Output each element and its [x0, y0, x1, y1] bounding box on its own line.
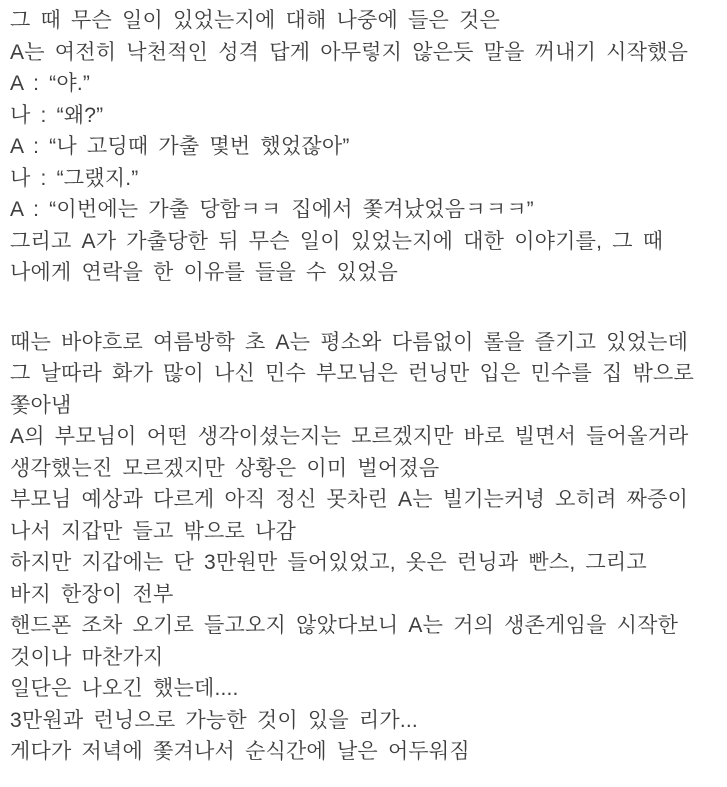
text-line: 나에게 연락을 한 이유를 들을 수 있었음: [10, 261, 398, 284]
paragraph-2: [10, 327, 719, 768]
text-line: A는 여전히 낙천적인 성격 답게 아무렇지 않은듯 말을 꺼내기 시작했음: [10, 40, 689, 64]
text-line: 그 때 무슨 일이 있었는지에 대해 나중에 들은 것은: [10, 9, 500, 32]
text-line: 나서 지갑만 들고 밖으로 나감: [10, 519, 296, 543]
text-line: 것이나 마찬가지: [10, 645, 164, 669]
text-line: 바지 한장이 전부: [10, 582, 174, 606]
text-line: A의 부모님이 어떤 생각이셨는지는 모르겠지만 바로 빌면서 들어올거라: [10, 425, 689, 448]
paragraph-1: [10, 5, 719, 289]
text-line: 일단은 나오긴 했는데....: [10, 677, 239, 700]
text-line: 그 날따라 화가 많이 나신 민수 부모님은 런닝만 입은 민수를 집 밖으로: [10, 362, 694, 385]
text-line: A : “이번에는 가출 당함ㅋㅋ 집에서 쫓겨났었음ㅋㅋㅋ”: [10, 198, 534, 221]
text-line: 때는 바야흐로 여름방학 초 A는 평소와 다름없이 롤을 즐기고 있었는데: [10, 330, 689, 354]
text-line: 쫓아냄: [10, 393, 72, 417]
text-line: 핸드폰 조차 오기로 들고오지 않았다보니 A는 거의 생존게임을 시작한: [10, 614, 679, 637]
text-line: A : “나 고딩때 가출 몇번 했었잖아”: [10, 135, 350, 158]
text-line: 그리고 A가 가출당한 뒤 무슨 일이 있었는지에 대한 이야기를, 그 때: [10, 229, 664, 253]
text-line: A : “야.”: [10, 72, 91, 95]
text-line: 부모님 예상과 다르게 아직 정신 못차린 A는 빌기는커녕 오히려 짜증이: [10, 488, 689, 511]
text-line: 나 : “왜?”: [10, 103, 104, 127]
text-line: 하지만 지갑에는 단 3만원만 들어있었고, 옷은 런닝과 빤스, 그리고: [10, 551, 647, 574]
text-line: 나 : “그랬지.”: [10, 166, 139, 190]
text-line: 생각했는진 모르겠지만 상황은 이미 벌어졌음: [10, 456, 440, 480]
text-line: 3만원과 런닝으로 가능한 것이 있을 리가...: [10, 708, 418, 732]
text-line: 게다가 저녁에 쫓겨나서 순식간에 날은 어두워짐: [10, 740, 470, 763]
